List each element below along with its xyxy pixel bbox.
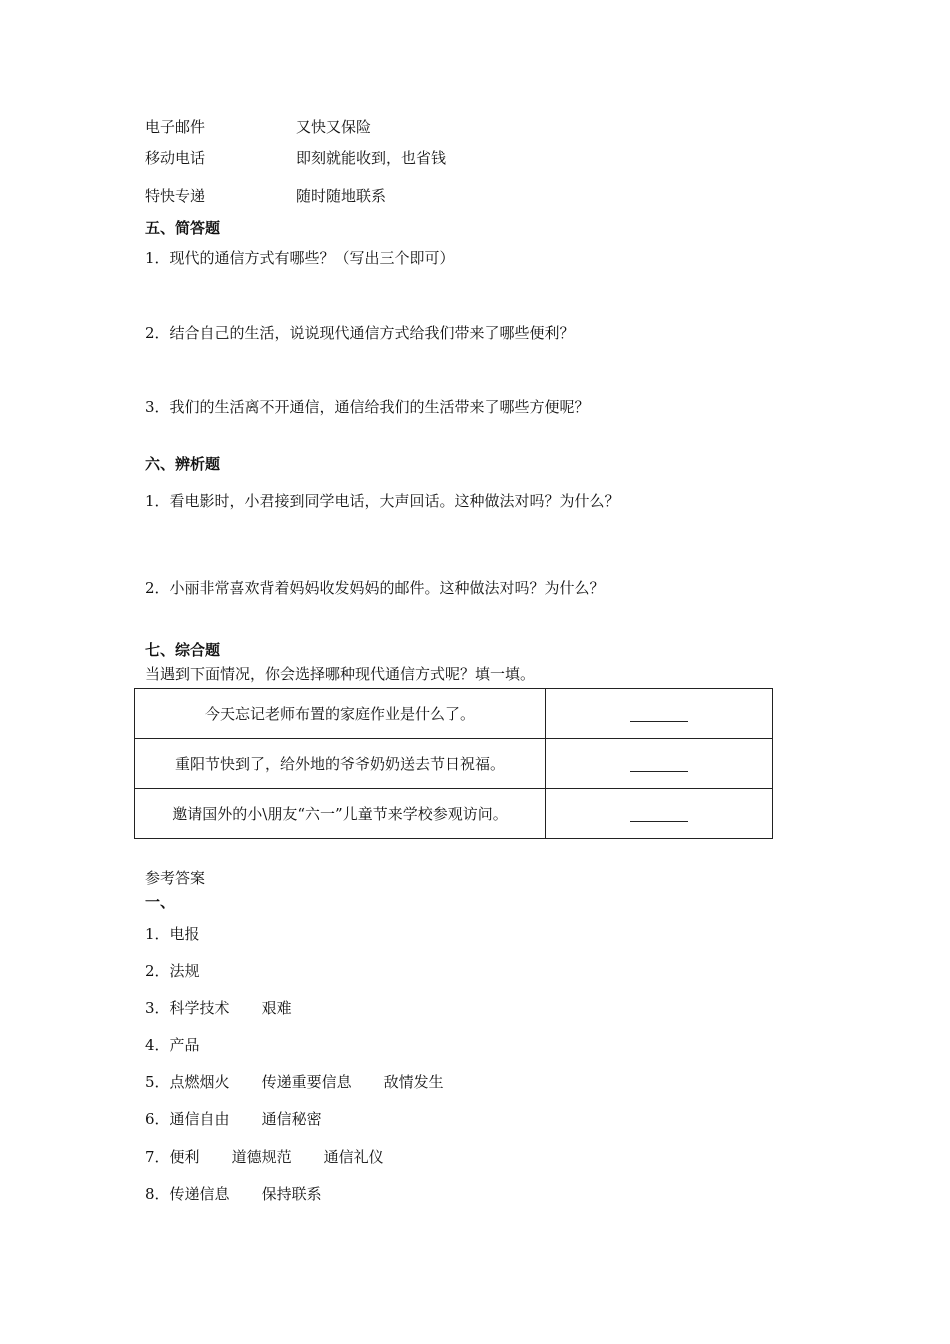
section6-question-1: 1．看电影时，小君接到同学电话，大声回话。这种做法对吗？为什么？ [145,492,620,510]
answer-number: 2． [145,962,170,980]
section5-question-3: 3．我们的生活离不开通信，通信给我们的生活带来了哪些方便呢？ [145,398,590,416]
match-left-2: 移动电话 [145,149,206,167]
match-left-1: 电子邮件 [145,118,206,136]
table-answer-cell [546,689,773,739]
answer-item-2 [145,961,200,981]
table-answer-cell [546,739,773,789]
section5-question-2: 2．结合自己的生活，说说现代通信方式给我们带来了哪些便利？ [145,324,575,342]
answer-part: 传递信息 [169,1185,230,1203]
match-right-3: 随时随地联系 [296,187,387,205]
table-answer-cell [546,789,773,839]
section6-title: 六、辨析题 [145,455,221,473]
answer-number: 6． [145,1110,170,1128]
answer-part: 电报 [169,925,200,943]
answer-blank[interactable] [630,807,688,822]
answer-part: 点燃烟火 [169,1073,230,1091]
answer-part: 敌情发生 [383,1073,444,1091]
answer-part: 保持联系 [261,1185,322,1203]
table-question-cell: 今天忘记老师布置的家庭作业是什么了。 [135,689,546,739]
answer-part: 科学技术 [169,999,230,1017]
answer-part: 通信秘密 [261,1110,322,1128]
table-row [135,739,773,789]
answer-item-5 [145,1072,444,1092]
table-question-cell: 重阳节快到了，给外地的爷爷奶奶送去节日祝福。 [135,739,546,789]
answers-section1-label: 一、 [145,893,176,911]
answer-number: 1． [145,925,170,943]
answer-part: 法规 [169,962,200,980]
table-row [135,689,773,739]
match-right-1: 又快又保险 [296,118,372,136]
answer-item-8 [145,1184,322,1204]
answer-number: 7． [145,1148,170,1166]
answer-part: 传递重要信息 [261,1073,352,1091]
section6-question-2: 2．小丽非常喜欢背着妈妈收发妈妈的邮件。这种做法对吗？为什么？ [145,579,605,597]
answer-part: 道德规范 [231,1148,292,1166]
section5-title: 五、简答题 [145,219,221,237]
answer-item-7 [145,1147,384,1167]
table-row [135,789,773,839]
communication-choice-table [134,688,773,839]
answer-item-4 [145,1035,200,1055]
answer-number: 5． [145,1073,170,1091]
answer-part: 通信礼仪 [323,1148,384,1166]
section7-intro: 当遇到下面情况，你会选择哪种现代通信方式呢？填一填。 [145,665,536,683]
match-right-2: 即刻就能收到，也省钱 [296,149,447,167]
match-left-3: 特快专递 [145,187,206,205]
answer-part: 产品 [169,1036,200,1054]
answer-part: 便利 [169,1148,200,1166]
answer-number: 8． [145,1185,170,1203]
answer-part: 艰难 [261,999,292,1017]
section7-title: 七、综合题 [145,641,221,659]
answer-blank[interactable] [630,707,688,722]
answers-title: 参考答案 [145,869,206,887]
answer-number: 3． [145,999,170,1017]
answer-blank[interactable] [630,757,688,772]
answer-item-6 [145,1109,322,1129]
answer-number: 4． [145,1036,170,1054]
table-question-cell: 邀请国外的小\朋友“六一”儿童节来学校参观访问。 [135,789,546,839]
answer-item-1 [145,924,200,944]
answer-part: 通信自由 [169,1110,230,1128]
answer-item-3 [145,998,292,1018]
section5-question-1: 1．现代的通信方式有哪些？（写出三个即可） [145,249,455,267]
